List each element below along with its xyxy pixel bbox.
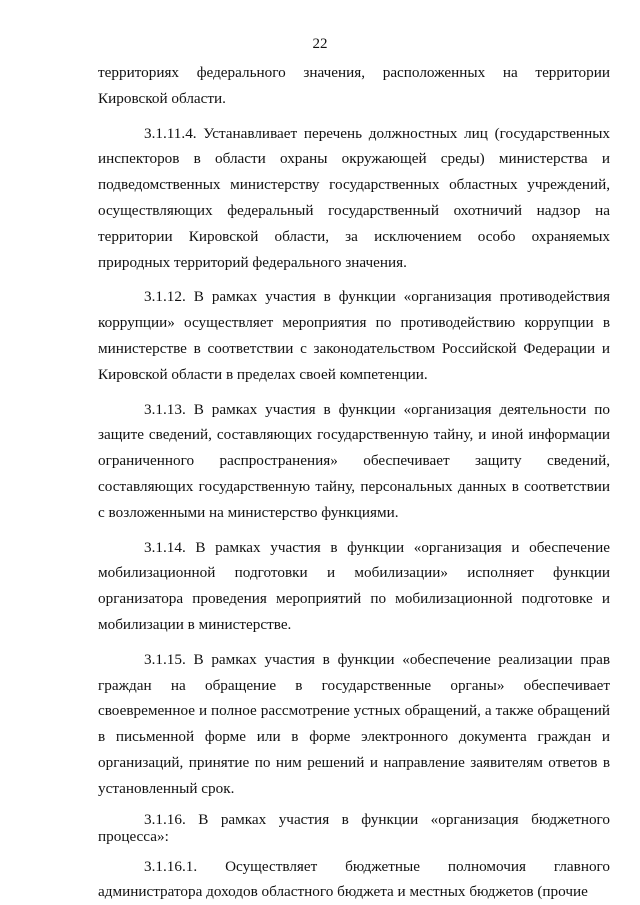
paragraph-continuation: территориях федерального значения, расположенных на территории Кировской области. — [98, 64, 610, 107]
paragraph-3-1-11-4: 3.1.11.4. Устанавливает перечень должностных лиц (государственных инспекторов в области охраны окружающей среды) министерства и подведомственных министерству государственных областных учреждений, осуществляющих федеральный государственный охотничий надзор на территории Кировской области, за исключением особо охраняемых природных территорий федерального значения. — [98, 124, 610, 271]
paragraph-3-1-12: 3.1.12. В рамках участия в функции «организация противодействия коррупции» осуществляет мероприятия по противодействию коррупции в министерстве в соответствии с законодательством Российской Федерации и Кировской области в пределах своей компетенции. — [98, 288, 610, 383]
paragraph-3-1-14: 3.1.14. В рамках участия в функции «организация и обеспечение мобилизационной подготовки и мобилизации» исполняет функции организатора проведения мероприятий по мобилизационной подготовке и мобилизации в министерстве. — [98, 538, 610, 633]
page-number: 22 — [312, 36, 328, 52]
paragraph-3-1-16: 3.1.16. В рамках участия в функции «организация бюджетного процесса»: — [98, 810, 610, 845]
paragraph-3-1-15: 3.1.15. В рамках участия в функции «обеспечение реализации прав граждан на обращение в государственные органы» обеспечивает своевременное и полное рассмотрение устных обращений, а также обращений в письменной форме или в форме электронного документа граждан и организаций, принятие по ним решений и направление заявителям ответов в установленный срок. — [98, 650, 610, 797]
paragraph-3-1-16-1: 3.1.16.1. Осуществляет бюджетные полномочия главного администратора доходов областного бюджета и местных бюджетов (прочие — [98, 857, 610, 901]
document-body — [98, 60, 610, 905]
paragraph-3-1-13: 3.1.13. В рамках участия в функции «организация деятельности по защите сведений, составляющих государственную тайну, и иной информации ограниченного распространения» обеспечивает защиту сведений, составляющих государственную тайну, персональных данных в соответствии с возложенными на министерство функциями. — [98, 400, 610, 521]
